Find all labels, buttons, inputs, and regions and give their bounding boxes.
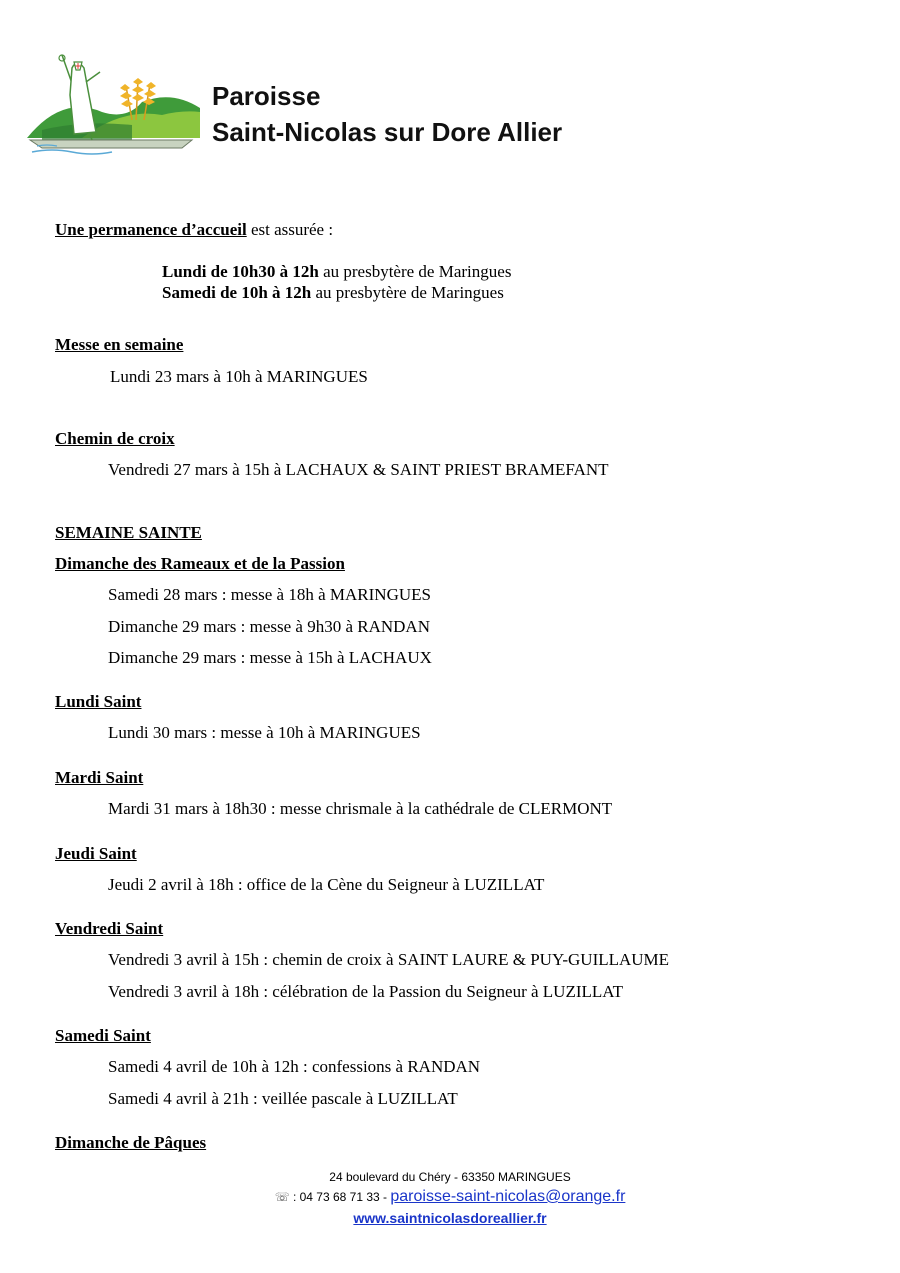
section-heading: Messe en semaine [55, 335, 184, 354]
section-heading: Vendredi Saint [55, 919, 164, 938]
email-link[interactable]: paroisse-saint-nicolas@orange.fr [390, 1188, 626, 1205]
schedule-item: Jeudi 2 avril à 18h : office de la Cène du Seigneur à LUZILLAT [108, 875, 545, 894]
website-link[interactable]: www.saintnicolasdoreallier.fr [353, 1210, 547, 1226]
accueil-intro [55, 220, 333, 240]
accueil-slot [162, 283, 504, 303]
section-heading: Samedi Saint [55, 1026, 151, 1045]
section-heading: Chemin de croix [55, 429, 175, 448]
accueil-slot-when: Samedi de 10h à 12h [162, 283, 312, 302]
footer-contact [0, 1188, 900, 1206]
accueil-slot [162, 262, 511, 282]
section-heading: Dimanche des Rameaux et de la Passion [55, 554, 345, 573]
schedule-item: Lundi 23 mars à 10h à MARINGUES [110, 367, 368, 386]
schedule-item: Dimanche 29 mars : messe à 15h à LACHAUX [108, 648, 432, 667]
schedule-item: Dimanche 29 mars : messe à 9h30 à RANDAN [108, 617, 430, 636]
section-heading: Lundi Saint [55, 692, 142, 711]
schedule-item: Samedi 4 avril à 21h : veillée pascale à LUZILLAT [108, 1089, 458, 1108]
footer-phone: : 04 73 68 71 33 - [289, 1190, 391, 1204]
section-title: SEMAINE SAINTE [55, 523, 202, 542]
parish-logo [22, 50, 202, 155]
section-heading: Jeudi Saint [55, 844, 137, 863]
schedule-item: Mardi 31 mars à 18h30 : messe chrismale à la cathédrale de CLERMONT [108, 799, 613, 818]
accueil-slot-where: au presbytère de Maringues [318, 262, 512, 281]
schedule-item: Samedi 28 mars : messe à 18h à MARINGUES [108, 585, 431, 604]
phone-icon: ☏ [274, 1190, 290, 1204]
schedule-item: Samedi 4 avril de 10h à 12h : confessions à RANDAN [108, 1057, 481, 1076]
schedule-item: Vendredi 3 avril à 15h : chemin de croix à SAINT LAURE & PUY-GUILLAUME [108, 950, 670, 969]
section-heading: Mardi Saint [55, 768, 144, 787]
schedule-item: Lundi 30 mars : messe à 10h à MARINGUES [108, 723, 421, 742]
section-heading: Dimanche de Pâques [55, 1133, 207, 1152]
footer-address: 24 boulevard du Chéry - 63350 MARINGUES [329, 1170, 571, 1184]
schedule-item: Vendredi 3 avril à 18h : célébration de la Passion du Seigneur à LUZILLAT [108, 982, 624, 1001]
parish-name-line1: Paroisse [212, 81, 321, 111]
accueil-slot-when: Lundi de 10h30 à 12h [162, 262, 319, 281]
accueil-heading: Une permanence d’accueil [55, 220, 247, 239]
parish-name-line2: Saint-Nicolas sur Dore Allier [212, 117, 563, 147]
schedule-item: Vendredi 27 mars à 15h à LACHAUX & SAINT PRIEST BRAMEFANT [108, 460, 609, 479]
accueil-slot-where: au presbytère de Maringues [311, 283, 504, 302]
parish-name [212, 78, 562, 150]
accueil-heading-suffix: est assurée : [246, 220, 334, 239]
